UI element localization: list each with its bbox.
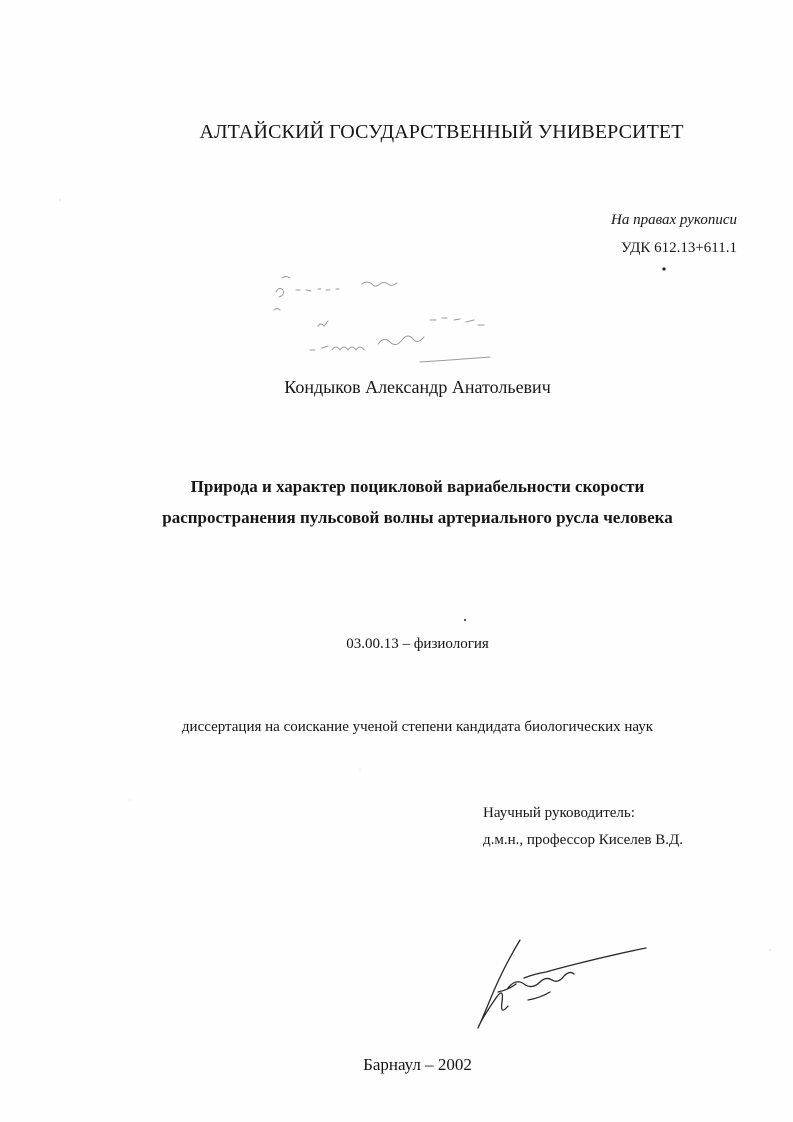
specialty-code: 03.00.13 – физиология bbox=[346, 636, 489, 652]
manuscript-rights-note: На правах рукописи bbox=[611, 212, 737, 228]
author-name: Кондыков Александр Анатольевич bbox=[284, 377, 551, 397]
thesis-title-line-2: распространения пульсовой волны артериального русла человека bbox=[162, 508, 673, 527]
city-and-year: Барнаул – 2002 bbox=[363, 1055, 472, 1074]
supervisor-label: Научный руководитель: bbox=[483, 805, 635, 821]
faint-stamp bbox=[270, 270, 510, 370]
handwritten-signature bbox=[468, 930, 668, 1030]
thesis-title-line-1: Природа и характер поцикловой вариабельности скорости bbox=[190, 477, 645, 496]
udk-code: УДК 612.13+611.1 bbox=[621, 240, 737, 256]
supervisor-name: д.м.н., профессор Киселев В.Д. bbox=[483, 832, 683, 848]
university-name: АЛТАЙСКИЙ ГОСУДАРСТВЕННЫЙ УНИВЕРСИТЕТ bbox=[199, 121, 684, 143]
dissertation-degree: диссертация на соискание ученой степени кандидата биологических наук bbox=[181, 719, 654, 735]
